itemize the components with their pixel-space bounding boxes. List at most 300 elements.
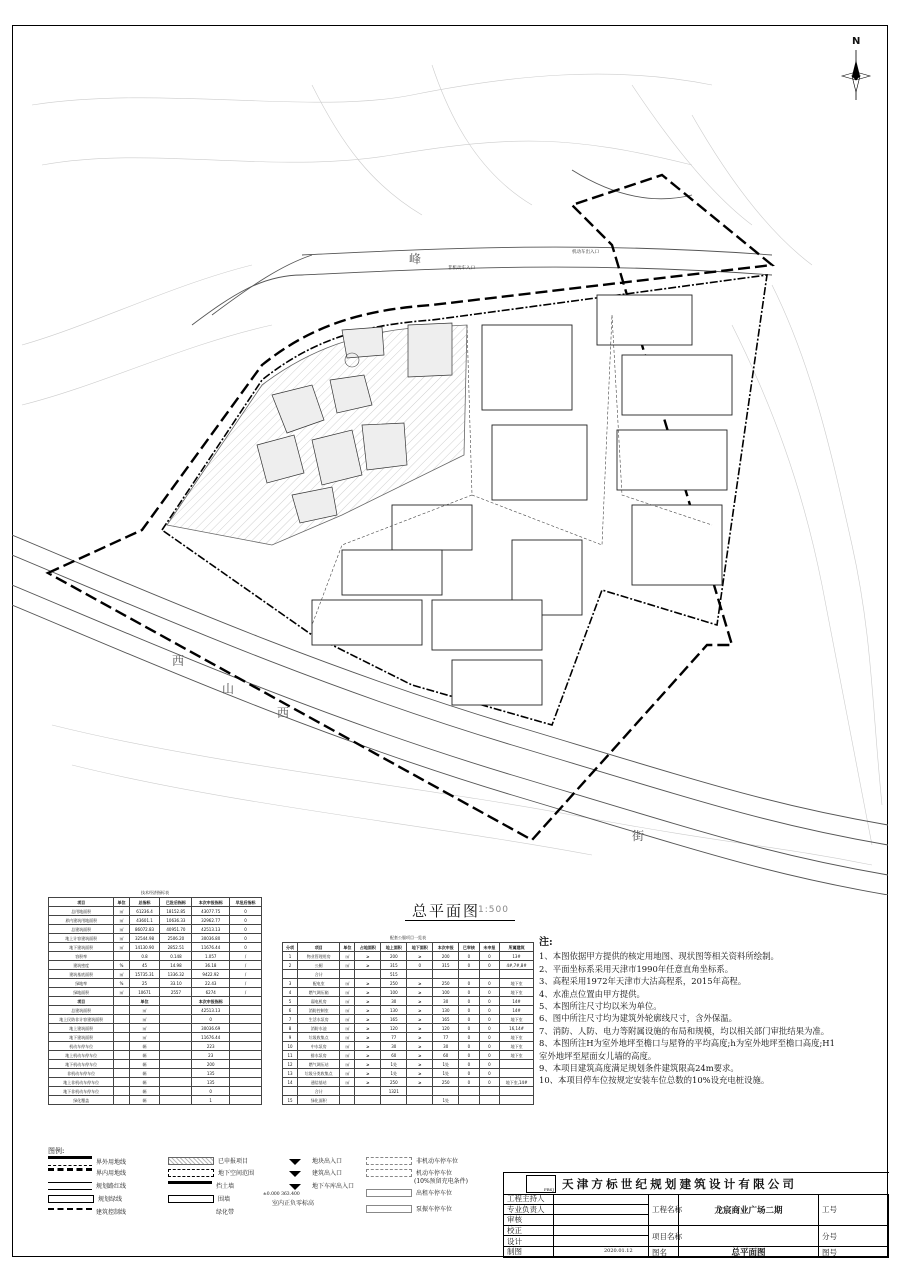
table-row — [283, 1069, 534, 1078]
table-cell: ㎡ — [114, 943, 129, 952]
table-cell: 辆 — [129, 1042, 160, 1051]
legend-label: 地下空间范围 — [218, 1170, 255, 1177]
table-cell: 已审核 — [459, 943, 479, 952]
table-cell: ≥ — [407, 1024, 433, 1033]
table-cell: 165 — [381, 1015, 407, 1024]
road-label-west-1: 西 — [172, 654, 185, 668]
table-cell: 315 — [433, 961, 459, 970]
table-cell: 15735.31 — [129, 970, 160, 979]
table-cell: 本次申报 — [433, 943, 459, 952]
title-underline — [405, 920, 515, 921]
table-cell: ㎡ — [129, 1033, 160, 1042]
table-cell: 250 — [433, 1078, 459, 1087]
table-cell: 13# — [500, 952, 534, 961]
table-cell: 11 — [283, 1051, 298, 1060]
title-block-role: 专业负责人 — [504, 1205, 554, 1216]
table-cell: 总建筑面积 — [49, 1006, 114, 1015]
table-row — [49, 952, 262, 961]
table-cell — [459, 1096, 479, 1105]
title-block-sign — [554, 1215, 649, 1226]
legend-swatch-icon — [48, 1156, 92, 1166]
table-row — [49, 988, 262, 997]
table-cell: 辆 — [129, 1087, 160, 1096]
table-row — [49, 943, 262, 952]
table-cell — [114, 1060, 129, 1069]
table-cell: 30 — [433, 997, 459, 1006]
table-cell: 0 — [459, 1069, 479, 1078]
title-block-sign — [554, 1194, 649, 1205]
table-cell: 30 — [381, 997, 407, 1006]
legend-label: 室内正负零标高 — [272, 1200, 315, 1207]
table-cell — [160, 1096, 192, 1105]
drawing-label: 图名 — [649, 1247, 679, 1258]
table-cell: 0.148 — [160, 952, 192, 961]
table-cell: 8 — [283, 1024, 298, 1033]
table-cell: / — [229, 961, 261, 970]
table-cell: 0 — [479, 1033, 499, 1042]
table-cell: 14# — [500, 997, 534, 1006]
legend-item — [366, 1204, 452, 1213]
table-cell — [407, 1087, 433, 1096]
table-cell: 容积率 — [49, 952, 114, 961]
table-cell: ㎡ — [114, 925, 129, 934]
note-item: 7、消防、人防、电力等附属设施的布局和规模，均以相关部门审批结果为准。 — [539, 1025, 830, 1036]
table-cell: 绿地面积 — [49, 988, 114, 997]
north-arrow-icon — [836, 38, 876, 102]
table-cell: 36.18 — [192, 961, 230, 970]
table-cell: 已批后指标 — [160, 898, 192, 907]
road-label-south-1: 西 — [277, 706, 290, 720]
table-cell — [433, 1087, 459, 1096]
table-cell: 200 — [192, 1060, 230, 1069]
drawing-title: 总平面图 — [412, 902, 481, 920]
table-cell: 消防控制室 — [298, 1006, 340, 1015]
legend-swatch-icon — [168, 1195, 214, 1203]
title-block-sign — [554, 1205, 649, 1216]
legend-label: 出租车停车位 — [416, 1190, 453, 1197]
table-cell: 0 — [479, 1051, 499, 1060]
table-cell: 315 — [381, 961, 407, 970]
table-cell: 1.057 — [192, 952, 230, 961]
table-cell — [114, 1096, 129, 1105]
title-block-sign — [554, 1226, 649, 1237]
table-cell — [160, 1024, 192, 1033]
table-cell: 总建筑面积 — [49, 925, 114, 934]
project-name: 龙宸商业广场二期 — [679, 1194, 819, 1226]
table-cell: 未申报 — [479, 943, 499, 952]
table-cell: 生活水泵房 — [298, 1015, 340, 1024]
firm-header — [504, 1173, 889, 1195]
table-cell: 10 — [283, 1042, 298, 1051]
table-cell: ≥ — [355, 1015, 381, 1024]
legend-label: 建筑出入口 — [312, 1170, 343, 1177]
table-cell — [500, 1060, 534, 1069]
legend-item — [366, 1156, 458, 1165]
table-cell: 6274 — [192, 988, 230, 997]
table-cell: 1处 — [381, 1060, 407, 1069]
table-cell: 120 — [433, 1024, 459, 1033]
drawing-scale: 1:500 — [478, 905, 509, 915]
table-row — [283, 979, 534, 988]
table-cell — [114, 1015, 129, 1024]
table-cell: ㎡ — [340, 988, 355, 997]
table-cell — [229, 1024, 261, 1033]
table-cell: 60 — [433, 1051, 459, 1060]
table-cell: 地上民防非计容建筑面积 — [49, 1015, 114, 1024]
table-cell: 机动车停车位 — [49, 1042, 114, 1051]
table-cell — [114, 952, 129, 961]
table-cell: 绿化面积 — [298, 1096, 340, 1105]
table-cell: / — [229, 970, 261, 979]
table-cell — [340, 1087, 355, 1096]
legend-swatch-icon — [168, 1169, 214, 1177]
table-row — [283, 1006, 534, 1015]
table-cell — [381, 1096, 407, 1105]
table-cell: 77 — [381, 1033, 407, 1042]
table-row — [283, 1051, 534, 1060]
table-cell: 0 — [459, 1033, 479, 1042]
table-cell — [229, 1033, 261, 1042]
table-cell: ㎡ — [340, 1078, 355, 1087]
table-cell: 地下机动车停车位 — [49, 1060, 114, 1069]
table-cell: / — [229, 988, 261, 997]
note-item: 室外地坪至屋面女儿墙的高度。 — [539, 1050, 657, 1061]
table-cell — [160, 1087, 192, 1096]
table-cell: 100 — [381, 988, 407, 997]
table-cell: 0 — [229, 943, 261, 952]
table-cell: ≥ — [355, 1006, 381, 1015]
table-cell: 物业管理用房 — [298, 952, 340, 961]
table-cell — [229, 1060, 261, 1069]
table-cell: 12 — [283, 1060, 298, 1069]
drawing-no-label: 图号 — [819, 1247, 889, 1258]
table-cell — [114, 1024, 129, 1033]
table-row — [49, 1033, 262, 1042]
table-cell — [160, 1051, 192, 1060]
table-cell: 11676.44 — [192, 1033, 230, 1042]
table-cell: 建筑基底面积 — [49, 970, 114, 979]
table-cell: 垃圾分类收集点 — [298, 1069, 340, 1078]
table-header-row — [49, 898, 262, 907]
table-cell: 总用地面积 — [49, 907, 114, 916]
table-cell — [160, 1078, 192, 1087]
table-row — [49, 961, 262, 970]
table-cell — [407, 970, 433, 979]
table-cell: ㎡ — [129, 1006, 160, 1015]
table-cell — [229, 1078, 261, 1087]
legend-label: 地下车库出入口 — [312, 1183, 355, 1190]
table-header-row — [49, 997, 262, 1006]
table-cell — [229, 1087, 261, 1096]
table-cell: 1336.32 — [160, 970, 192, 979]
table-cell: ≥ — [355, 1069, 381, 1078]
table-cell: 18152.85 — [160, 907, 192, 916]
table-cell: 200 — [433, 952, 459, 961]
table-row — [283, 952, 534, 961]
table-cell: 43077.75 — [192, 907, 230, 916]
table-cell: ㎡ — [114, 907, 129, 916]
legend-swatch-icon — [366, 1189, 412, 1197]
table-row — [283, 1042, 534, 1051]
elevation-sample: ±0.000 363.400 — [263, 1192, 300, 1197]
table-cell: 地下室,14# — [500, 1078, 534, 1087]
table-cell: ≥ — [407, 988, 433, 997]
table-cell: 0 — [459, 1051, 479, 1060]
table-cell — [114, 1042, 129, 1051]
table-cell: ≥ — [407, 1060, 433, 1069]
facility-table-caption: 配套公服项目一览表 — [390, 935, 426, 940]
note-item: 5、本图所注尺寸均以米为单位。 — [539, 1001, 662, 1012]
table-cell — [160, 1042, 192, 1051]
table-row — [49, 925, 262, 934]
table-cell: 0 — [459, 952, 479, 961]
table-cell: ≥ — [407, 979, 433, 988]
table-cell: ≥ — [407, 1078, 433, 1087]
table-row — [49, 1006, 262, 1015]
table-cell: 0 — [479, 979, 499, 988]
table-cell: ≥ — [355, 952, 381, 961]
table-cell: 0 — [459, 1060, 479, 1069]
table-cell: 0 — [407, 961, 433, 970]
note-item: 1、本图依据甲方提供的核定用地图、现状图等相关资料所绘制。 — [539, 951, 779, 962]
table-cell: 辆 — [129, 1069, 160, 1078]
table-cell: ≥ — [355, 997, 381, 1006]
table-cell: ≥ — [407, 1042, 433, 1051]
table-row — [49, 1078, 262, 1087]
road-label-west-2: 山 — [222, 682, 235, 696]
note-item: 2、平面坐标系采用天津市1990年任意直角坐标系。 — [539, 963, 734, 974]
table-cell — [459, 1087, 479, 1096]
table-cell: 项目 — [49, 898, 114, 907]
table-row — [49, 970, 262, 979]
table-cell: 223 — [192, 1042, 230, 1051]
project-label: 工程名称 — [649, 1194, 679, 1226]
table-cell: 9422.92 — [192, 970, 230, 979]
table-cell — [355, 970, 381, 979]
legend-label: 已申报项目 — [218, 1158, 249, 1165]
table-cell: 中水泵房 — [298, 1042, 340, 1051]
table-row — [283, 961, 534, 970]
table-cell: 7 — [283, 1015, 298, 1024]
notes-heading: 注: — [539, 937, 553, 948]
table-cell — [114, 1087, 129, 1096]
table-cell: ㎡ — [340, 1006, 355, 1015]
table-cell — [114, 1033, 129, 1042]
table-cell: 42513.13 — [192, 925, 230, 934]
legend-item — [268, 1168, 342, 1177]
legend-swatch-icon — [288, 1170, 302, 1176]
legend — [48, 1146, 488, 1256]
table-cell — [114, 1078, 129, 1087]
table-cell: 2 — [283, 961, 298, 970]
table-cell: 4 — [283, 988, 298, 997]
note-item: 4、水准点位置由甲方提供。 — [539, 988, 645, 999]
table-cell: 30 — [433, 1042, 459, 1051]
table-cell: 15 — [283, 1096, 298, 1105]
table-row — [49, 934, 262, 943]
table-cell: 地下建筑面积 — [49, 1033, 114, 1042]
table-cell: 辆 — [129, 1096, 160, 1105]
table-cell: 垃圾收集点 — [298, 1033, 340, 1042]
table-row — [49, 1087, 262, 1096]
table-cell: ㎡ — [340, 1024, 355, 1033]
table-cell — [229, 997, 261, 1006]
table-cell: 515 — [381, 970, 407, 979]
legend-label: 非机动车停车位 — [416, 1158, 459, 1165]
table-row — [49, 1042, 262, 1051]
table-cell: 2557 — [160, 988, 192, 997]
table-cell: 地上建筑面积 — [49, 1024, 114, 1033]
table-cell: ≥ — [407, 952, 433, 961]
table-cell — [500, 1087, 534, 1096]
table-row — [49, 916, 262, 925]
table-cell: ㎡ — [114, 934, 129, 943]
table-cell — [160, 1015, 192, 1024]
site-plan — [12, 25, 888, 895]
table-cell: 250 — [433, 979, 459, 988]
table-cell: ㎡ — [129, 1015, 160, 1024]
table-cell: 绿地率 — [49, 979, 114, 988]
legend-title: 图例: — [48, 1147, 65, 1155]
table-cell — [407, 1096, 433, 1105]
table-cell: 33.10 — [160, 979, 192, 988]
table-cell: 25 — [129, 979, 160, 988]
table-cell — [114, 1069, 129, 1078]
table-cell — [114, 997, 129, 1006]
legend-swatch-icon — [168, 1209, 212, 1215]
table-cell: 2506.20 — [160, 934, 192, 943]
table-cell: 0 — [459, 979, 479, 988]
table-cell: 11676.44 — [192, 943, 230, 952]
table-cell: 0 — [479, 1069, 499, 1078]
table-cell — [160, 1060, 192, 1069]
table-row — [283, 988, 534, 997]
title-block-role: 工程主持人 — [504, 1194, 554, 1205]
table-cell: ≥ — [407, 1015, 433, 1024]
note-item: 8、本图所注H为室外地坪至檐口与屋脊的平均高度;h为室外地坪至檐口高度;H1 — [539, 1038, 835, 1049]
table-cell: 燃气调压箱 — [298, 988, 340, 997]
table-cell: 地下室 — [500, 979, 534, 988]
note-item: 9、本项目建筑高度满足规划条件建筑限高24m要求。 — [539, 1063, 739, 1074]
legend-label: 绿化带 — [216, 1209, 235, 1216]
legend-label: 泵振车停车位 — [416, 1206, 453, 1213]
table-cell: 地下室 — [500, 1015, 534, 1024]
table-cell: 消防水池 — [298, 1024, 340, 1033]
table-row — [49, 907, 262, 916]
table-cell: 地下面积 — [407, 943, 433, 952]
table-cell: 250 — [381, 979, 407, 988]
table-cell — [479, 970, 499, 979]
table-cell — [500, 1069, 534, 1078]
note-item: 6、图中所注尺寸均为建筑外轮廓线尺寸，含外保温。 — [539, 1013, 737, 1024]
table-row — [283, 1015, 534, 1024]
item-name — [679, 1226, 819, 1247]
legend-label: (10%预留充电条件) — [414, 1178, 469, 1185]
legend-label: 规划路红线 — [96, 1183, 127, 1190]
table-cell: 辆 — [129, 1051, 160, 1060]
table-row — [283, 1087, 534, 1096]
table-cell: 0 — [479, 1060, 499, 1069]
table-cell: 14130.90 — [129, 943, 160, 952]
table-cell — [500, 970, 534, 979]
table-row — [283, 1096, 534, 1105]
table-cell — [340, 970, 355, 979]
table-cell: 0 — [459, 997, 479, 1006]
legend-item — [48, 1181, 126, 1190]
table-cell: 燃气调压站 — [298, 1060, 340, 1069]
table-cell: 分项 — [283, 943, 298, 952]
table-cell: 6 — [283, 1006, 298, 1015]
table-cell: 本次申报指标 — [192, 898, 230, 907]
table-cell: 13 — [283, 1069, 298, 1078]
table-cell: 0 — [479, 961, 499, 970]
note-item: 3、高程采用1972年天津市大沽高程系，2015年高程。 — [539, 976, 747, 987]
table-cell: 23 — [192, 1051, 230, 1060]
table-cell: 130 — [381, 1006, 407, 1015]
legend-swatch-icon — [48, 1182, 92, 1190]
entrance-label-1: 非机动车入口 — [448, 266, 475, 271]
legend-item — [48, 1156, 126, 1166]
table-cell: ㎡ — [340, 1015, 355, 1024]
table-cell: ≥ — [355, 1060, 381, 1069]
table-row — [49, 1024, 262, 1033]
tech-table-caption: 技术经济指标表 — [141, 890, 169, 895]
table-cell: ≥ — [407, 997, 433, 1006]
table-cell: 项目 — [49, 997, 114, 1006]
job-label: 工号 — [819, 1194, 889, 1226]
table-row — [49, 1096, 262, 1105]
road-label-north: 峰 — [409, 252, 422, 266]
table-cell: 0 — [479, 1024, 499, 1033]
table-cell: ㎡ — [340, 1042, 355, 1051]
table-cell: ㎡ — [340, 952, 355, 961]
table-cell: 135 — [192, 1078, 230, 1087]
legend-swatch-icon — [168, 1181, 212, 1190]
title-block-date: 2020.01.12 — [604, 1248, 633, 1254]
table-cell: ㎡ — [340, 979, 355, 988]
legend-swatch-icon — [168, 1157, 214, 1165]
table-cell: 0 — [459, 1015, 479, 1024]
drawing-name: 总平面图 — [679, 1247, 819, 1258]
table-cell: 1处 — [433, 1060, 459, 1069]
table-cell: 16,14# — [500, 1024, 534, 1033]
table-cell: 1处 — [381, 1069, 407, 1078]
table-cell: 单位 — [129, 997, 160, 1006]
legend-item — [48, 1168, 126, 1177]
facility-table — [282, 942, 534, 1105]
table-cell: 0 — [479, 997, 499, 1006]
table-row — [283, 1060, 534, 1069]
table-row — [49, 979, 262, 988]
table-cell — [160, 1006, 192, 1015]
title-block — [503, 1172, 889, 1258]
firm-name: 天津方标世纪规划建筑设计有限公司 — [562, 1176, 798, 1191]
table-cell: ㎡ — [340, 1069, 355, 1078]
table-row — [283, 997, 534, 1006]
table-cell: 2852.51 — [160, 943, 192, 952]
table-cell: ≥ — [407, 1033, 433, 1042]
table-cell: 地下室 — [500, 1051, 534, 1060]
table-cell: 9 — [283, 1033, 298, 1042]
legend-label: 地块出入口 — [312, 1158, 343, 1165]
table-cell: 30036.80 — [192, 934, 230, 943]
table-cell — [229, 1069, 261, 1078]
table-cell: 30 — [381, 1042, 407, 1051]
table-row — [283, 1024, 534, 1033]
legend-item — [268, 1198, 314, 1207]
table-cell: ㎡ — [340, 1060, 355, 1069]
legend-label: 挡土墙 — [216, 1183, 235, 1190]
